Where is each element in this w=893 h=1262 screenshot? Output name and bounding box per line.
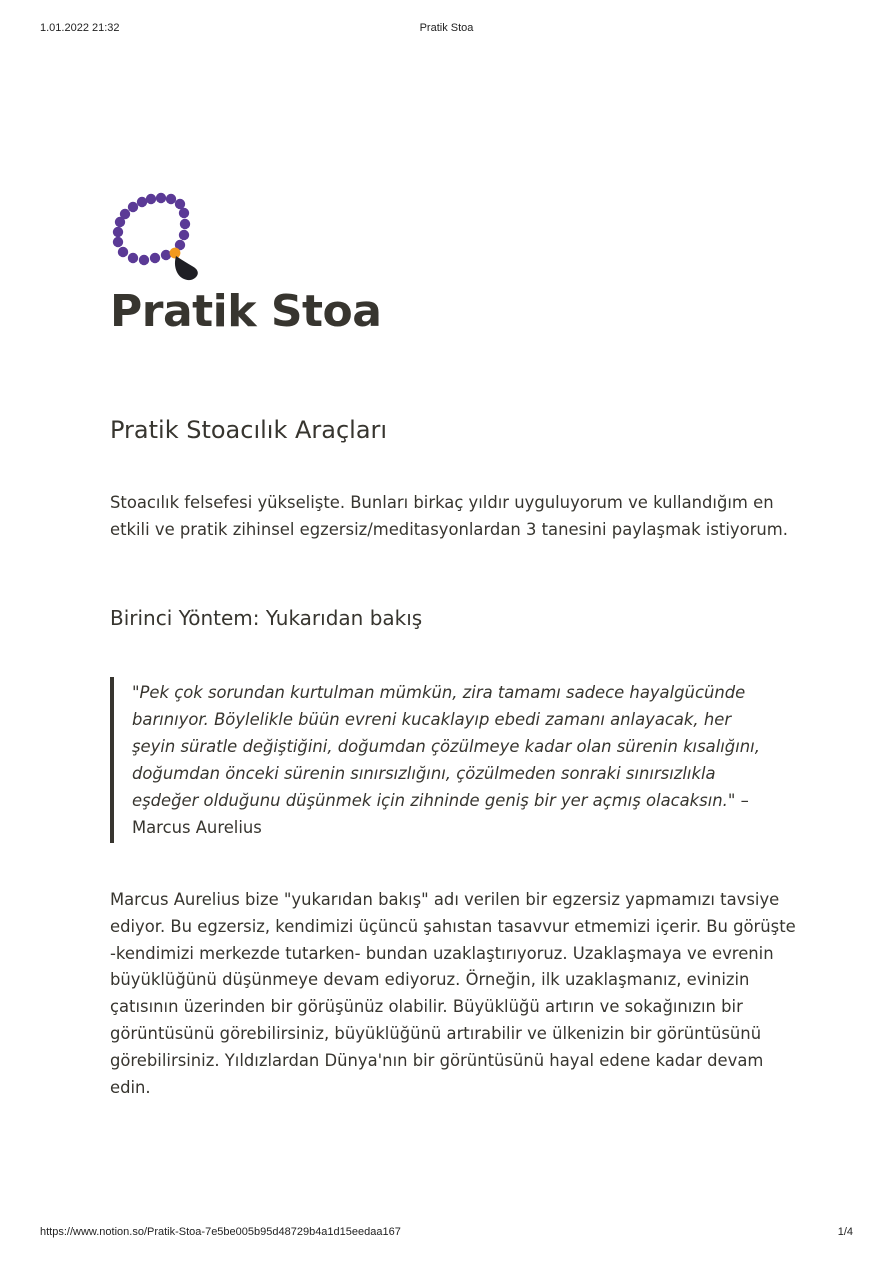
- prayer-beads-icon: [108, 190, 204, 284]
- page-title: Pratik Stoa: [110, 286, 382, 337]
- intro-paragraph: Stoacılık felsefesi yükselişte. Bunları birkaç yıldır uyguluyorum ve kullandığım en etkili ve pratik zihinsel egzersiz/meditasyonlardan 3 tanesini paylaşmak istiyorum.: [110, 493, 788, 539]
- method-paragraph: Marcus Aurelius bize "yukarıdan bakış" adı verilen bir egzersiz yapmamızı tavsiye ediyor. Bu egzersiz, kendimizi üçüncü şahıstan tasavvur etmemizi içerir. Bu görüşte -kendimizi merkezde tutarken- bundan uzaklaştırıyoruz. Uzaklaşmaya ve evrenin büyüklüğünü düşünmeye devam ediyoruz. Örneğin, ilk uzaklaşmanız, evinizin çatısının üzerinden bir görüşünüz olabilir. Büyüklüğü artırın ve sokağınızın bir görüntüsünü görebilirsiniz, büyüklüğünü artırabilir ve ülkenizin bir görüntüsünü görebilirsiniz. Yıldızlardan Dünya'nın bir görüntüsünü hayal edene kadar devam edin.: [110, 890, 796, 1097]
- print-page-title: Pratik Stoa: [419, 22, 474, 34]
- print-header: [40, 22, 853, 38]
- quote-block: [110, 677, 772, 843]
- quote-text: "Pek çok sorundan kurtulman mümkün, zira tamamı sadece hayalgücünde barınıyor. Böylelikle büün evreni kucaklayıp ebedi zamanı anlayacak, her şeyin süratle değiştiğini, doğumdan çözülmeye kadar olan sürenin kısalığını, doğumdan önceki sürenin sınırsızlığını, çözülmeden sonraki sınırsızlıkla eşdeğer olduğunu düşünmek için zihninde geniş bir yer açmış olacaksın.": [132, 683, 760, 810]
- method-heading: Birinci Yöntem: Yukarıdan bakış: [110, 606, 423, 630]
- print-footer: [40, 1226, 853, 1242]
- section-heading: Pratik Stoacılık Araçları: [110, 416, 388, 444]
- print-datetime: 1.01.2022 21:32: [40, 22, 120, 34]
- quote-attribution: – Marcus Aurelius: [132, 791, 749, 837]
- page-number: 1/4: [837, 1226, 853, 1238]
- page-url: https://www.notion.so/Pratik-Stoa-7e5be005b95d48729b4a1d15eedaa167: [40, 1226, 401, 1238]
